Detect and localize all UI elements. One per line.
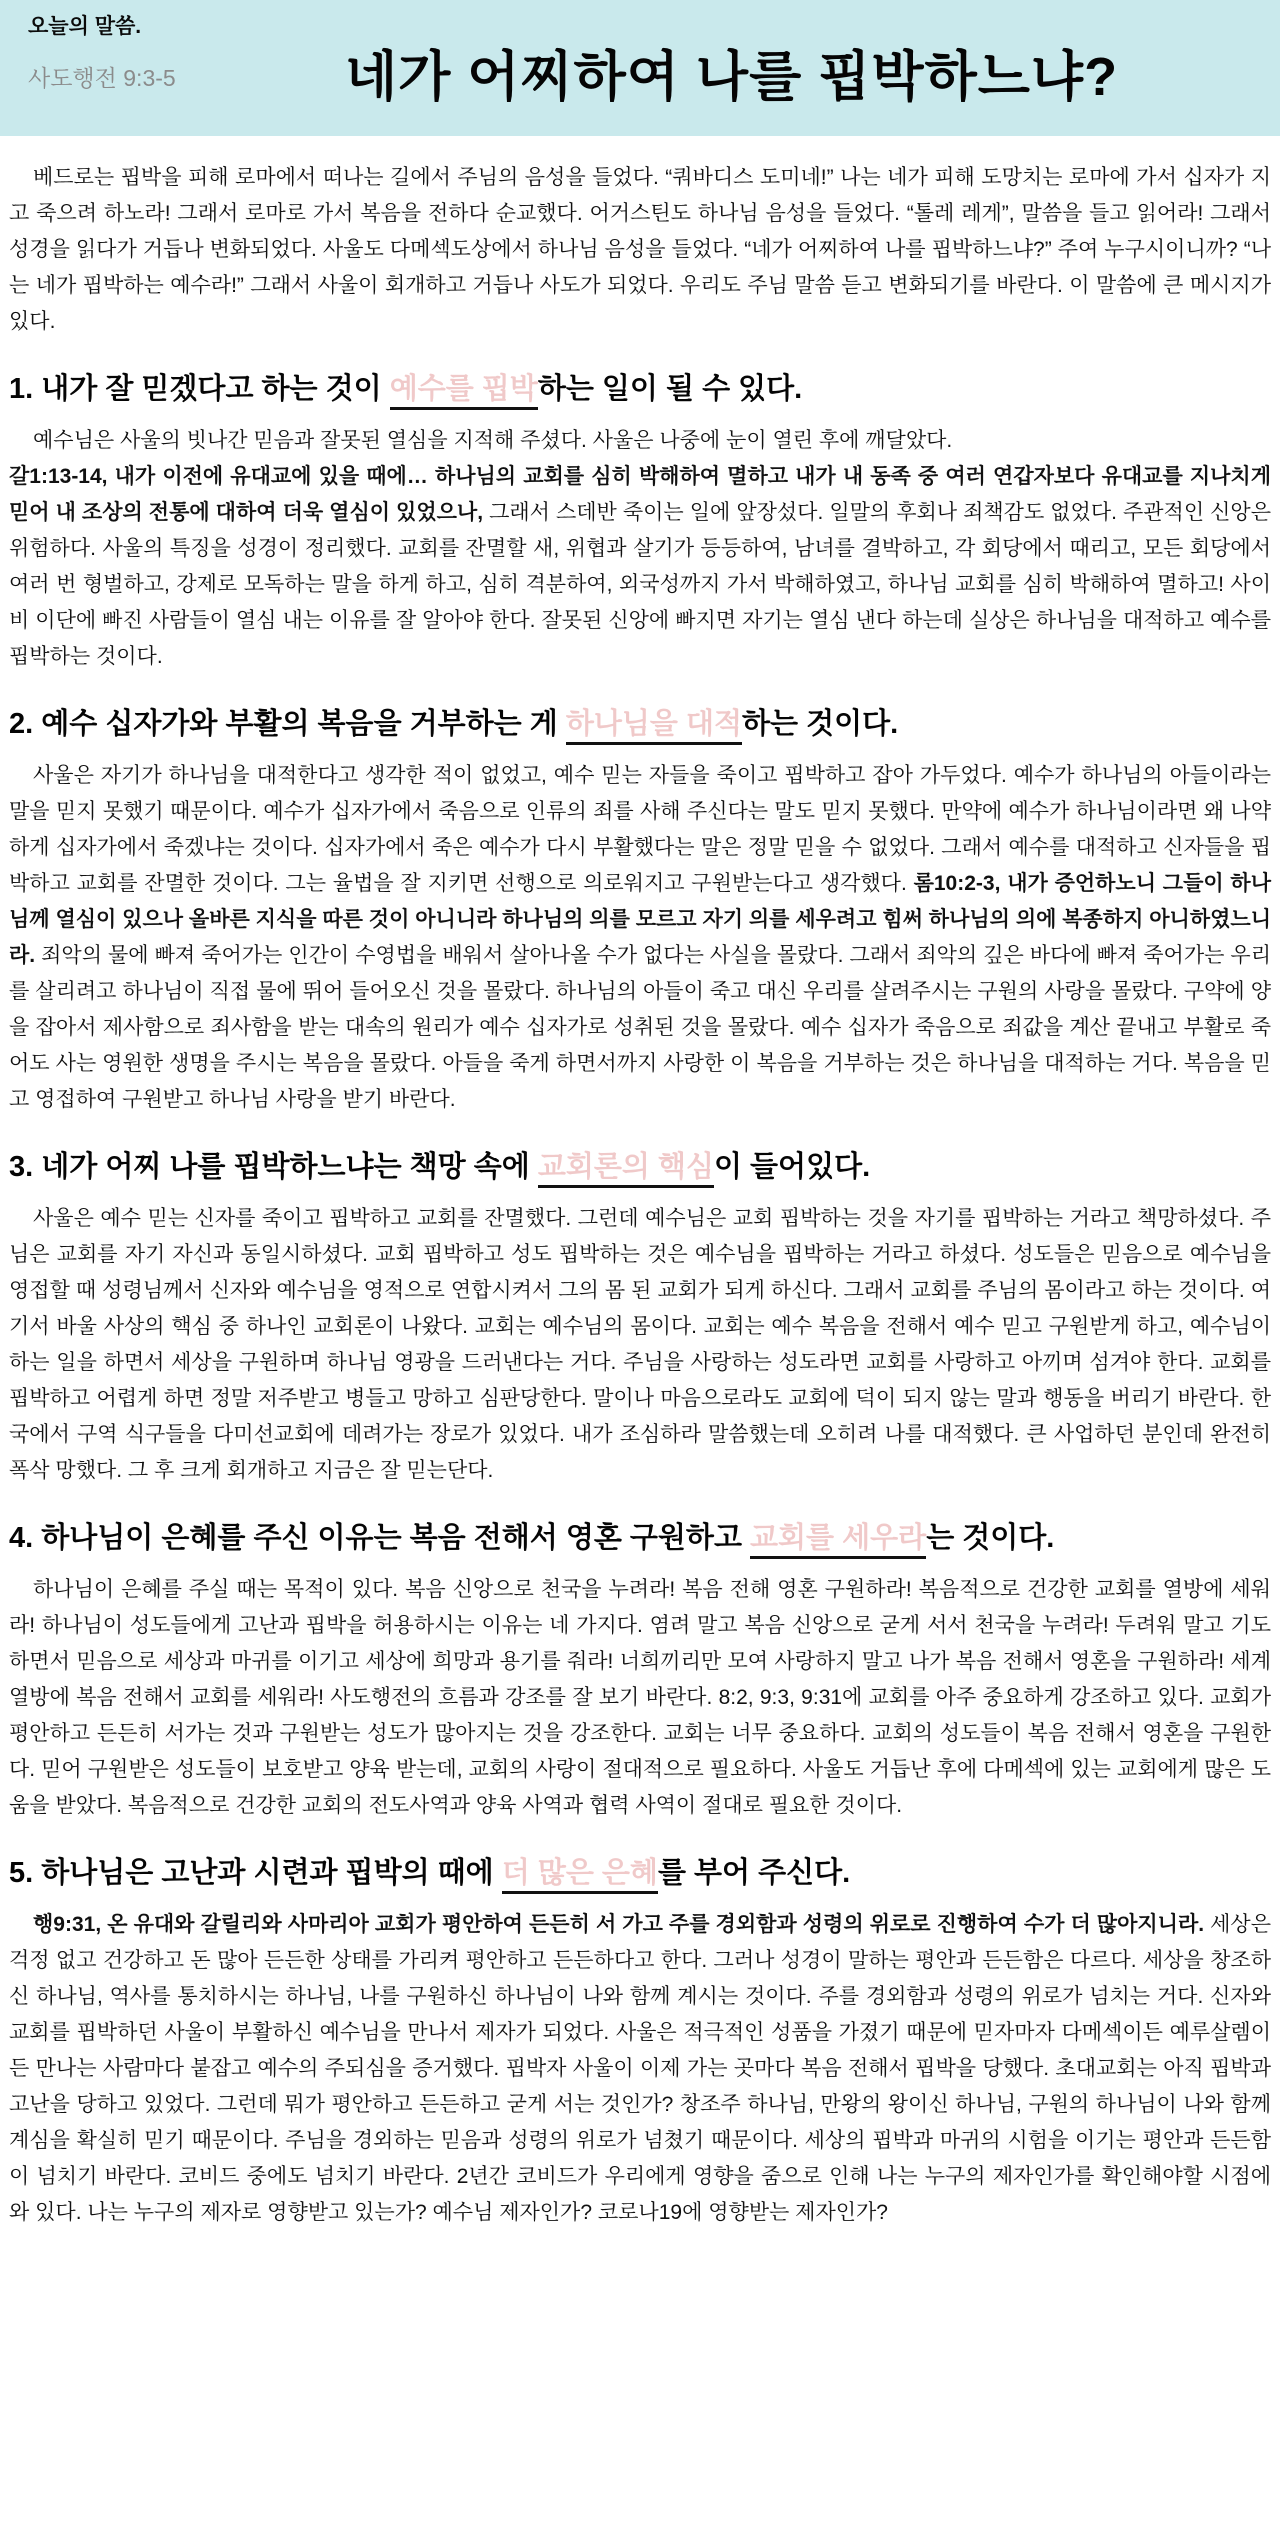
- section-heading: [9, 1515, 1271, 1556]
- section-heading: [9, 366, 1271, 407]
- heading-text-post: 는 것이다.: [926, 1522, 1055, 1554]
- section: [9, 1850, 1271, 2231]
- section-heading: [9, 701, 1271, 742]
- sections-container: [9, 366, 1271, 2231]
- heading-text-post: 하는 것이다.: [741, 708, 899, 740]
- heading-text-post: 를 부어 주신다.: [657, 1857, 851, 1889]
- section: [9, 1144, 1271, 1489]
- section-paragraph: [9, 758, 1271, 1118]
- section-body: [9, 758, 1271, 1118]
- body-text: 죄악의 물에 빠져 죽어가는 인간이 수영법을 배워서 살아나올 수가 없다는 사실을 몰랐다. 그래서 죄악의 깊은 바다에 빠져 죽어가는 우리를 살리려고 하나님이 직접 물에 뛰어 들어오신 것을 몰랐다. 하나님의 아들이 죽고 대신 우리를 살려주시는 구원의 사랑을 몰랐다. 구약에 양을 잡아서 제사함으로 죄사함을 받는 대속의 원리가 예수 십자가로 성취된 것을 몰랐다. 예수 십자가 죽음으로 죄값을 계산 끝내고 부활로 죽어도 사는 영원한 생명을 주시는 복음을 몰랐다. 아들을 죽게 하면서까지 사랑한 이 복음을 거부하는 것은 하나님을 대적하는 거다. 복음을 믿고 영접하여 구원받고 하나님 사랑을 받기 바란다.: [9, 944, 1271, 1111]
- section: [9, 701, 1271, 1118]
- scripture-reference: 사도행전 9:3-5: [28, 65, 176, 91]
- heading-highlighted-phrase: 더 많은 은혜: [502, 1857, 658, 1894]
- heading-highlighted-phrase: 교회론의 핵심: [538, 1151, 714, 1188]
- intro-paragraph: 베드로는 핍박을 피해 로마에서 떠나는 길에서 주님의 음성을 들었다. “쿼바디스 도미네!” 나는 네가 피해 도망치는 로마에 가서 십자가 지고 죽으려 하노라! 그래서 로마로 가서 복음을 전하다 순교했다. 어거스틴도 하나님 음성을 들었다. “톨레 레게”, 말씀을 들고 읽어라! 그래서 성경을 읽다가 거듭나 변화되었다. 사울도 다메섹도상에서 하나님 음성을 들었다. “네가 어찌하여 나를 핍박하느냐?” 주여 누구시이니까? “나는 네가 핍박하는 예수라!” 그래서 사울이 회개하고 거듭나 사도가 되었다. 우리도 주님 말씀 듣고 변화되기를 바란다. 이 말씀에 큰 메시지가 있다.: [9, 166, 1271, 333]
- section-paragraph: [9, 423, 1271, 459]
- section-paragraph: [9, 1201, 1271, 1489]
- section-heading: [9, 1144, 1271, 1185]
- header-band: [0, 0, 1280, 136]
- scripture-quote: 갈1:13-14, 내가 이전에 유대교에 있을 때에… 하나님의 교회를 심히 박해하여 멸하고 내가 내 동족 중 여러 연갑자보다 유대교를 지나치게 믿어 내 조상의 전통에 대하여 더욱 열심이 있었으나,: [9, 465, 1271, 524]
- kicker-label: 오늘의 말씀.: [28, 15, 142, 38]
- section-paragraph: [9, 459, 1271, 675]
- section: [9, 366, 1271, 675]
- heading-text-pre: 3. 네가 어찌 나를 핍박하느냐는 책망 속에: [9, 1151, 538, 1183]
- heading-text-pre: 5. 하나님은 고난과 시련과 핍박의 때에: [9, 1857, 502, 1889]
- body-text: 사울은 예수 믿는 신자를 죽이고 핍박하고 교회를 잔멸했다. 그런데 예수님은 교회 핍박하는 것을 자기를 핍박하는 거라고 책망하셨다. 주님은 교회를 자기 자신과 동일시하셨다. 교회 핍박하고 성도 핍박하는 것은 예수님을 핍박하는 거라고 하셨다. 성도들은 믿음으로 예수님을 영접할 때 성령님께서 신자와 예수님을 영적으로 연합시켜서 그의 몸 된 교회가 되게 하신다. 그래서 교회를 주님의 몸이라고 하는 것이다. 여기서 바울 사상의 핵심 중 하나인 교회론이 나왔다. 교회는 예수님의 몸이다. 교회는 예수 복음을 전해서 예수 믿고 구원받게 하고, 예수님이 하는 일을 하면서 세상을 구원하며 하나님 영광을 드러낸다는 거다. 주님을 사랑하는 성도라면 교회를 사랑하고 아끼며 섬겨야 한다. 교회를 핍박하고 어렵게 하면 정말 저주받고 병들고 망하고 심판당한다. 말이나 마음으로라도 교회에 덕이 되지 않는 말과 행동을 버리기 바란다. 한국에서 구역 식구들을 다미선교회에 데려가는 장로가 있었다. 내가 조심하라 말씀했는데 오히려 나를 대적했다. 큰 사업하던 분인데 완전히 폭삭 망했다. 그 후 크게 회개하고 지금은 잘 믿는단다.: [9, 1207, 1271, 1482]
- section: [9, 1515, 1271, 1824]
- body-text: 예수님은 사울의 빗나간 믿음과 잘못된 열심을 지적해 주셨다. 사울은 나중에 눈이 열린 후에 깨달았다.: [33, 429, 953, 452]
- body-text: 그래서 스데반 죽이는 일에 앞장섰다. 일말의 후회나 죄책감도 없었다. 주관적인 신앙은 위험하다. 사울의 특징을 성경이 정리했다. 교회를 잔멸할 새, 위협과 살기가 등등하여, 남녀를 결박하고, 각 회당에서 때리고, 모든 회당에서 여러 번 형벌하고, 강제로 모독하는 말을 하게 하고, 심히 격분하여, 외국성까지 가서 박해하였고, 하나님 교회를 심히 박해하여 멸하고! 사이비 이단에 빠진 사람들이 열심 내는 이유를 잘 알아야 한다. 잘못된 신앙에 빠지면 자기는 열심 낸다 하는데 실상은 하나님을 대적하고 예수를 핍박하는 것이다.: [9, 501, 1272, 668]
- heading-highlighted-phrase: 교회를 세우라: [750, 1522, 926, 1559]
- heading-highlighted-phrase: 하나님을 대적: [566, 708, 742, 745]
- section-heading: [9, 1850, 1271, 1891]
- section-body: [9, 423, 1271, 675]
- section-paragraph: [9, 1572, 1271, 1824]
- heading-highlighted-phrase: 예수를 핍박: [390, 373, 538, 410]
- body-text: 세상은 걱정 없고 건강하고 돈 많아 든든한 상태를 가리켜 평안하고 든든하다고 한다. 그러나 성경이 말하는 평안과 든든함은 다르다. 세상을 창조하신 하나님, 역사를 통치하시는 하나님, 나를 구원하신 하나님이 나와 함께 계시는 것이다. 주를 경외함과 성령의 위로가 넘치는 거다. 신자와 교회를 핍박하던 사울이 부활하신 예수님을 만나서 제자가 되었다. 사울은 적극적인 성품을 가졌기 때문에 믿자마자 다메섹이든 예루살렘이든 만나는 사람마다 붙잡고 예수의 주되심을 증거했다. 핍박자 사울이 이제 가는 곳마다 복음 전해서 핍박을 당했다. 초대교회는 아직 핍박과 고난을 당하고 있었다. 그런데 뭐가 평안하고 든든하고 굳게 서는 것인가? 창조주 하나님, 만왕의 왕이신 하나님, 구원의 하나님이 나와 함께 계심을 확실히 믿기 때문이다. 주님을 경외하는 믿음과 성령의 위로가 넘쳤기 때문이다. 세상의 핍박과 마귀의 시험을 이기는 평안과 든든함이 넘치기 바란다. 코비드 중에도 넘치기 바란다. 2년간 코비드가 우리에게 영향을 줌으로 인해 나는 누구의 제자인가를 확인해야할 시점에 와 있다. 나는 누구의 제자로 영향받고 있는가? 예수님 제자인가? 코로나19에 영향받는 제자인가?: [9, 1913, 1271, 2224]
- scripture-quote: 롬10:2-3, 내가 증언하노니 그들이 하나님께 열심이 있으나 올바른 지식을 따른 것이 아니니라 하나님의 의를 모르고 자기 의를 세우려고 힘써 하나님의 의에 복종하지 아니하였느니라.: [9, 872, 1272, 967]
- heading-text-pre: 1. 내가 잘 믿겠다고 하는 것이: [9, 373, 390, 405]
- scripture-quote: 행9:31, 온 유대와 갈릴리와 사마리아 교회가 평안하여 든든히 서 가고 주를 경외함과 성령의 위로로 진행하여 수가 더 많아지니라.: [33, 1913, 1211, 1936]
- heading-text-post: 하는 일이 될 수 있다.: [537, 373, 803, 405]
- content-area: [0, 136, 1280, 2251]
- page-title: 네가 어찌하여 나를 핍박하느냐?: [344, 46, 1119, 107]
- section-body: [9, 1907, 1271, 2231]
- heading-text-pre: 4. 하나님이 은혜를 주신 이유는 복음 전해서 영혼 구원하고: [9, 1522, 751, 1554]
- body-text: 사울은 자기가 하나님을 대적한다고 생각한 적이 없었고, 예수 믿는 자들을 죽이고 핍박하고 잡아 가두었다. 예수가 하나님의 아들이라는 말을 믿지 못했기 때문이다. 예수가 십자가에서 죽음으로 인류의 죄를 사해 주신다는 말도 믿지 못했다. 만약에 예수가 하나님이라면 왜 나약하게 십자가에서 죽겠냐는 것이다. 십자가에서 죽은 예수가 다시 부활했다는 말은 정말 믿을 수 없었다. 그래서 예수를 대적하고 신자들을 핍박하고 교회를 잔멸한 것이다. 그는 율법을 잘 지키면 선행으로 의로워지고 구원받는다고 생각했다.: [9, 764, 1271, 895]
- heading-text-post: 이 들어있다.: [713, 1151, 871, 1183]
- section-body: [9, 1201, 1271, 1489]
- section-paragraph: [9, 1907, 1271, 2231]
- header-left-column: [28, 0, 203, 93]
- heading-text-pre: 2. 예수 십자가와 부활의 복음을 거부하는 게: [9, 708, 566, 740]
- section-body: [9, 1572, 1271, 1824]
- body-text: 하나님이 은혜를 주실 때는 목적이 있다. 복음 신앙으로 천국을 누려라! 복음 전해 영혼 구원하라! 복음적으로 건강한 교회를 열방에 세워라! 하나님이 성도들에게 고난과 핍박을 허용하시는 이유는 네 가지다. 염려 말고 복음 신앙으로 굳게 서서 천국을 누려라! 두려워 말고 기도하면서 믿음으로 세상과 마귀를 이기고 세상에 희망과 용기를 줘라! 너희끼리만 모여 사랑하지 말고 나가 복음 전해서 영혼을 구원하라! 세계 열방에 복음 전해서 교회를 세워라! 사도행전의 흐름과 강조를 잘 보기 바란다. 8:2, 9:3, 9:31에 교회를 아주 중요하게 강조하고 있다. 교회가 평안하고 든든히 서가는 것과 구원받는 성도가 많아지는 것을 강조한다. 교회는 너무 중요하다. 교회의 성도들이 복음 전해서 영혼을 구원한다. 믿어 구원받은 성도들이 보호받고 양육 받는데, 교회의 사랑이 절대적으로 필요하다. 사울도 거듭난 후에 다메섹에 있는 교회에게 많은 도움을 받았다. 복음적으로 건강한 교회의 전도사역과 양육 사역과 협력 사역이 절대로 필요한 것이다.: [9, 1578, 1271, 1817]
